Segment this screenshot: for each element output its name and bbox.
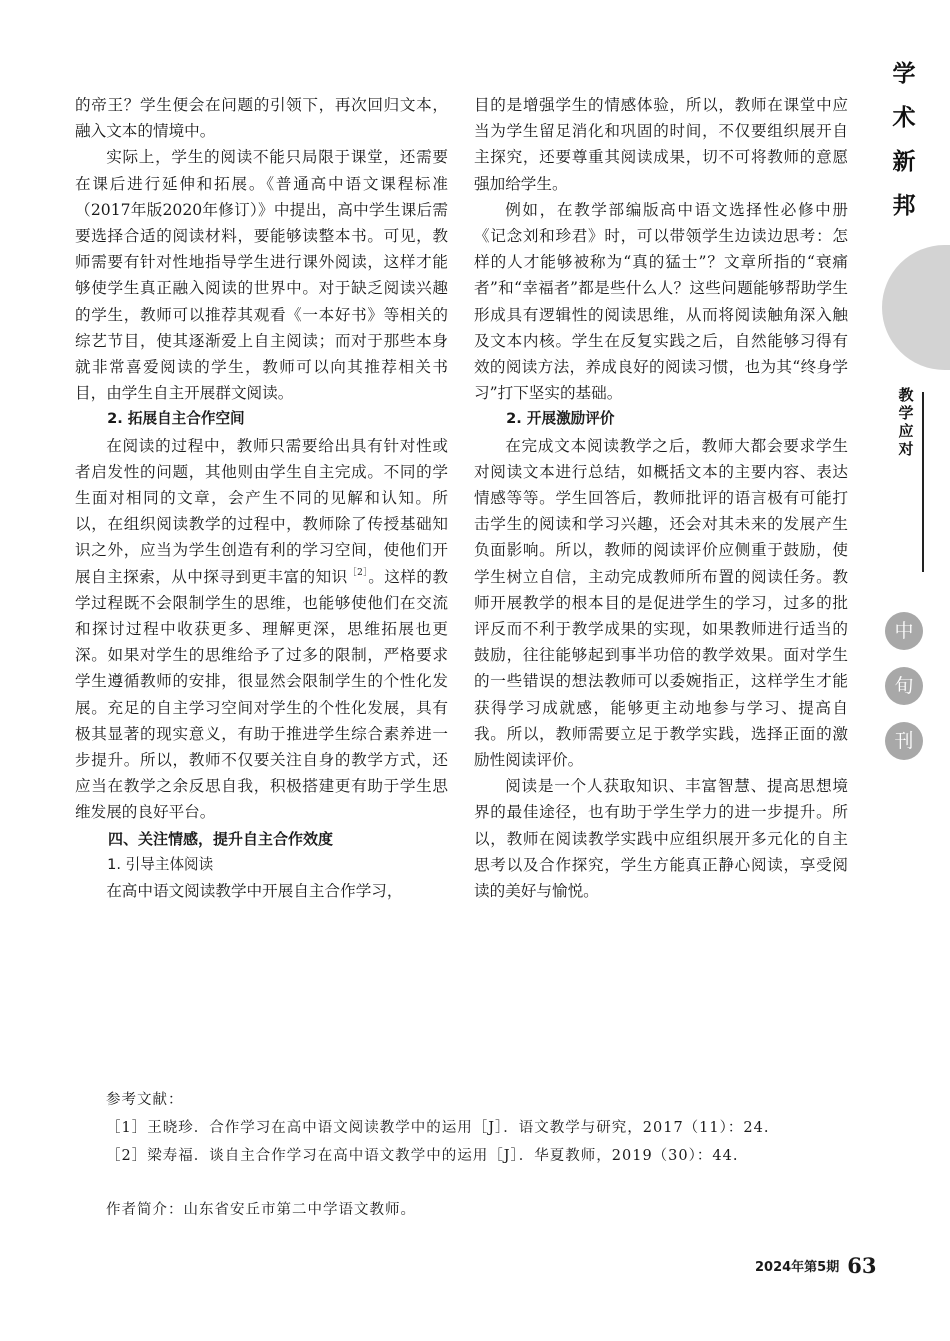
paragraph: 例如，在教学部编版高中语文选择性必修中册《记念刘和珍君》时，可以带领学生边读边思考：怎样的人才能够被称为“真的猛士”？文章所指的“衰痛者”和“幸福者”都是些什么人？这些问题能够帮助学生形成具有逻辑性的阅读思维，从而将阅读触角深入触及文本内核。学生在反复实践之后，自然能够习得有效的阅读方法，养成良好的阅读习惯，也为其“终身学习”打下坚实的基础。 [474, 200, 848, 403]
side-divider [922, 392, 924, 572]
left-column [75, 92, 448, 904]
subheading: 2. 开展激励评价 [506, 410, 615, 428]
page-number: 63 [847, 1253, 877, 1278]
column-title-char: 术 [892, 105, 916, 131]
decorative-half-circle [882, 245, 950, 370]
paragraph: 在完成文本阅读教学之后，教师大都会要求学生对阅读文本进行总结，如概括文本的主要内容、表达情感等等。学生回答后，教师批评的语言极有可能打击学生的阅读和学习兴趣，还会对其未来的发展产生负面影响。所以，教师的阅读评价应侧重于鼓励，使学生树立自信，主动完成教师所布置的阅读任务。教师开展教学的根本目的是促进学生的学习，过多的批评反而不利于教学成果的实现，如果教师进行适当的鼓励，往往能够起到事半功倍的教学效果。面对学生的一些错误的想法教师可以委婉指正，这样学生才能获得学习成就感，能够更主动地参与学习、提高自我。所以，教师需要立足于教学实践，选择正面的激励性阅读评价。 [474, 436, 848, 770]
reference-item: ［2］梁寿福．谈自主合作学习在高中语文教学中的运用［J］．华夏教师，2019（30）：44. [106, 1148, 739, 1164]
column-title-char: 邦 [892, 193, 916, 219]
references-heading: 参考文献： [106, 1092, 184, 1108]
section-label-char: 学 [898, 404, 914, 422]
paragraph: 在高中语文阅读教学中开展自主合作学习， [106, 882, 403, 901]
paragraph: 阅读是一个人获取知识、丰富智慧、提高思想境界的最佳途径，也有助于学生学力的进一步提升。所以，教师在阅读教学实践中应组织展开多元化的自主思考以及合作探究，学生方能真正静心阅读，享受阅读的美好与愉悦。 [474, 777, 848, 901]
subheading: 1. 引导主体阅读 [107, 855, 214, 873]
paragraph: 实际上，学生的阅读不能只局限于课堂，还需要在课后进行延伸和拓展。《普通高中语文课程标准（2017年版2020年修订）》中提出，高中学生课后需要选择合适的阅读材料，要能够读整本书。可见，教师需要有针对性地指导学生进行课外阅读，这样才能够使学生真正融入阅读的世界中。对于缺乏阅读兴趣的学生，教师可以推荐其观看《一本好书》等相关的综艺节目，使其逐渐爱上自主阅读；而对于那些本身就非常喜爱阅读的学生，教师可以向其推荐相关书目，由学生自主开展群文阅读。 [75, 148, 448, 403]
paragraph-text: 。这样的教学过程既不会限制学生的思维，也能够使他们在交流和探讨过程中收获更多、理解更深，思维拓展也更深。如果对学生的思维给予了过多的限制，严格要求学生遵循教师的安排，很显然会限制学生的个性化发展。充足的自主学习空间对学生的个性化发展，具有极其显著的现实意义，有助于推进学生综合素养进一步提升。所以，教师不仅要关注自身的教学方式，还应当在教学之余反思自我，积极搭建更有助于学生思维发展的良好平台。 [75, 567, 448, 822]
section-heading: 四、关注情感，提升自主合作效度 [108, 829, 334, 848]
paragraph: 目的是增强学生的情感体验，所以，教师在课堂中应当为学生留足消化和巩固的时间，不仅要组织展开自主探究，还要尊重其阅读成果，切不可将教师的意愿强加给学生。 [474, 96, 848, 193]
page-footer [755, 1253, 876, 1278]
subheading: 2. 拓展自主合作空间 [107, 410, 245, 428]
journal-badge-zhong: 中 [885, 612, 923, 650]
journal-badge-xun: 旬 [885, 667, 923, 705]
paragraph-text: 在阅读的过程中，教师只需要给出具有针对性或者启发性的问题，其他则由学生自主完成。不同的学生面对相同的文章，会产生不同的见解和认知。所以，在组织阅读教学的过程中，教师除了传授基础知识之外，应当为学生创造有利的学习空间，使他们开展自主探索，从中探寻到更丰富的知识 [75, 436, 448, 586]
column-title [884, 52, 924, 228]
section-label-char: 对 [898, 440, 914, 458]
author-note: 作者简介：山东省安丘市第二中学语文教师。 [106, 1202, 416, 1218]
reference-item: ［1］王晓珍．合作学习在高中语文阅读教学中的运用［J］．语文教学与研究，2017（11）：24. [106, 1120, 770, 1136]
references [106, 1086, 866, 1170]
right-column [474, 92, 848, 904]
paragraph [75, 433, 448, 826]
section-label-char: 教 [898, 386, 914, 404]
journal-badge-kan: 刊 [885, 722, 923, 760]
citation-marker: ［2］ [347, 567, 369, 578]
paragraph: 的帝王？学生便会在问题的引领下，再次回归文本，融入文本的情境中。 [75, 96, 448, 141]
column-title-char: 新 [892, 149, 916, 175]
column-title-char: 学 [892, 61, 916, 87]
issue-label: 2024年第5期 [755, 1260, 840, 1275]
section-label [892, 386, 920, 458]
section-label-char: 应 [898, 422, 914, 440]
